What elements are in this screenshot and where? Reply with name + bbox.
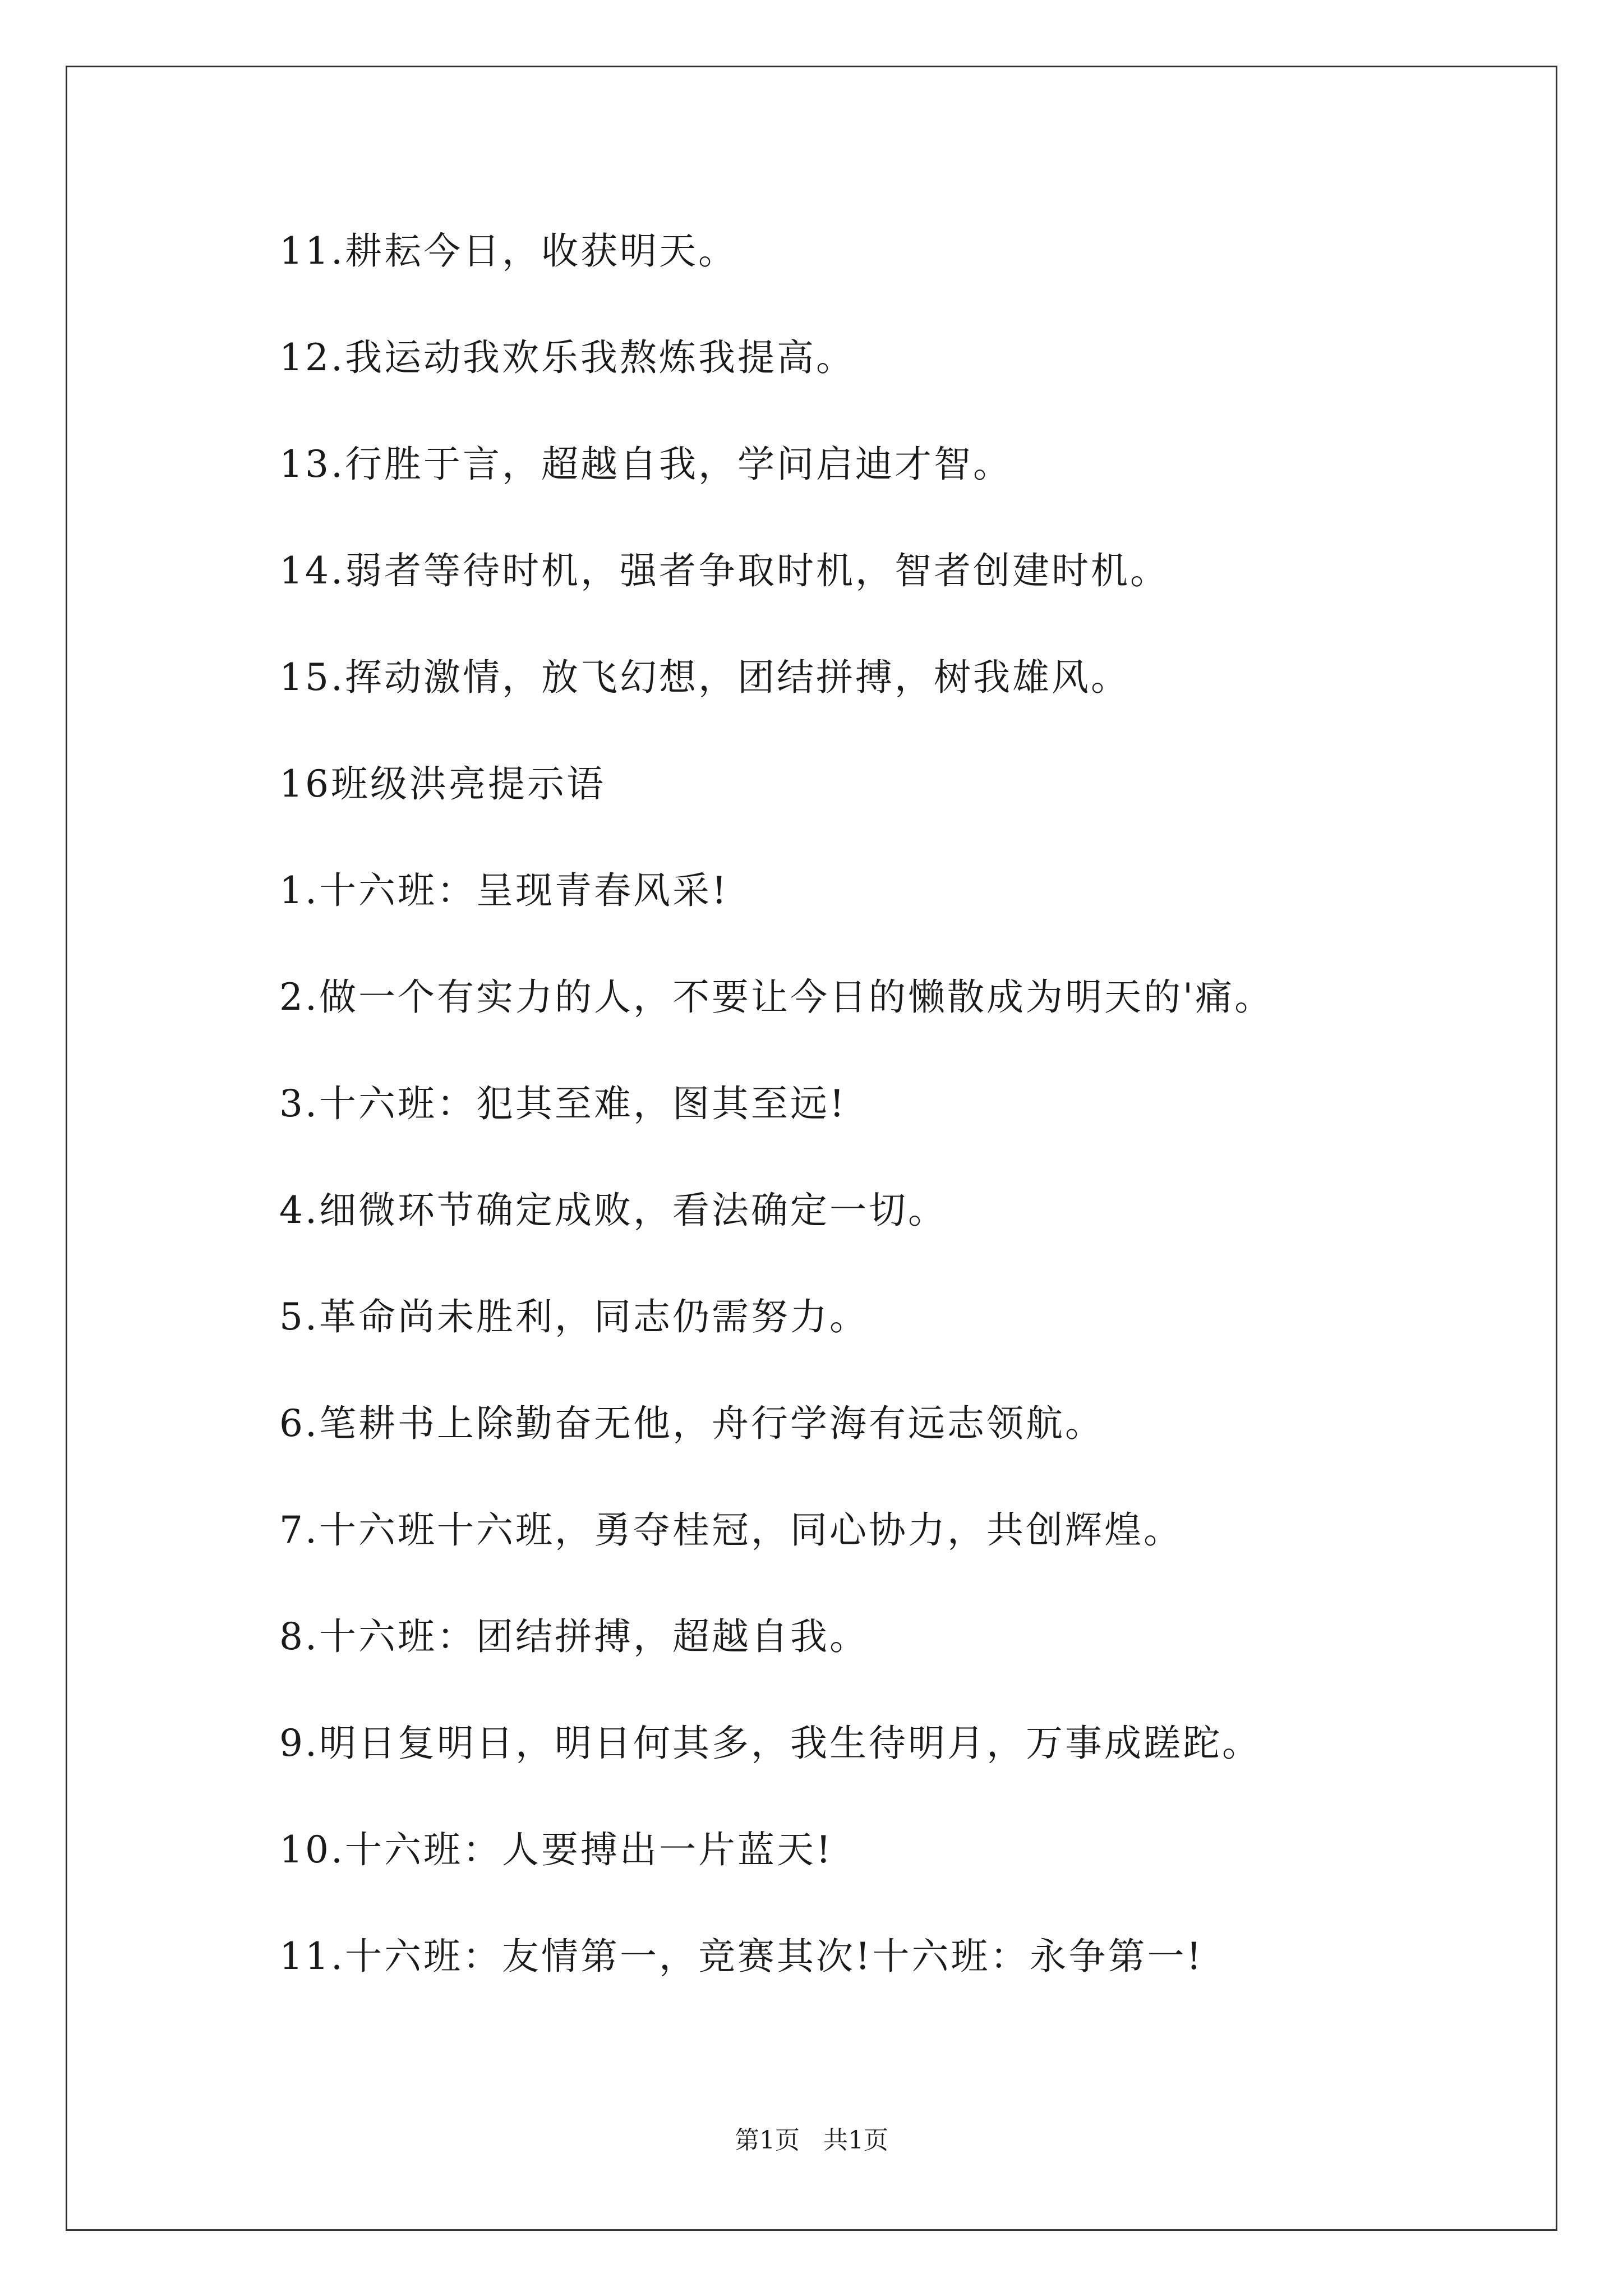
page-border (66, 66, 1557, 2231)
text-line: 10.十六班：人要搏出一片蓝天! (279, 1828, 833, 1871)
text-line: 13.行胜于言，超越自我，学问启迪才智。 (279, 443, 1012, 486)
text-line: 8.十六班：团结拼搏，超越自我。 (279, 1615, 869, 1658)
text-line: 15.挥动激情，放飞幻想，团结拼搏，树我雄风。 (279, 656, 1130, 699)
text-line: 3.十六班：犯其至难，图其至远! (279, 1082, 847, 1125)
text-line: 11.十六班：友情第一，竞赛其次!十六班：永争第一! (279, 1935, 1204, 1978)
text-line: 7.十六班十六班，勇夺桂冠，同心协力，共创辉煌。 (279, 1508, 1183, 1552)
text-line: 11.耕耘今日，收获明天。 (279, 229, 737, 273)
text-line: 14.弱者等待时机，强者争取时机，智者创建时机。 (279, 549, 1169, 592)
section-heading: 16班级洪亮提示语 (279, 762, 606, 806)
text-line: 6.笔耕书上除勤奋无他，舟行学海有远志领航。 (279, 1402, 1104, 1445)
text-line: 4.细微环节确定成败，看法确定一切。 (279, 1189, 947, 1232)
text-line: 12.我运动我欢乐我熬炼我提高。 (279, 336, 855, 379)
page-footer: 第1页 共1页 (735, 2126, 888, 2155)
text-line: 2.做一个有实力的人，不要让今日的懒散成为明天的'痛。 (279, 976, 1274, 1019)
text-line: 1.十六班：呈现青春风采! (279, 869, 729, 912)
text-line: 9.明日复明日，明日何其多，我生待明月，万事成蹉跎。 (279, 1722, 1261, 1765)
text-line: 5.革命尚未胜利，同志仍需努力。 (279, 1295, 869, 1338)
